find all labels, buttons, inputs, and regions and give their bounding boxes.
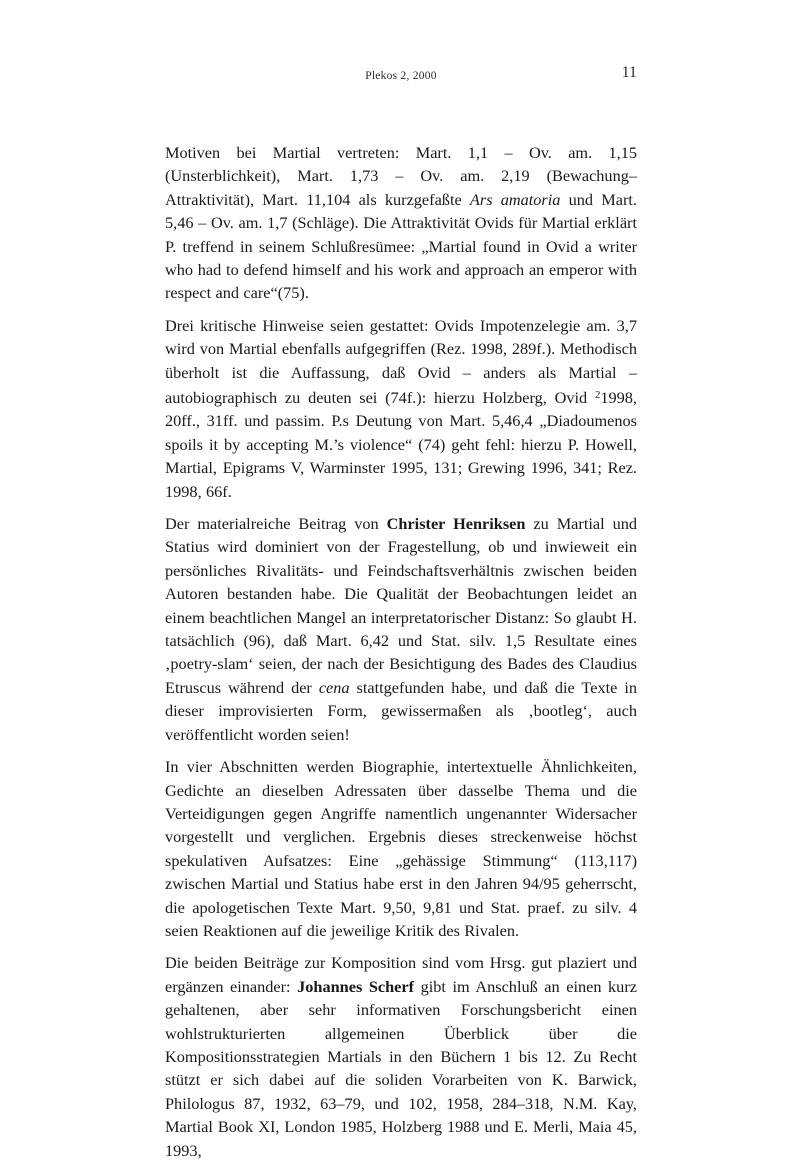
author-name: Christer Henriksen	[386, 514, 526, 534]
text-run: In vier Abschnitten werden Biographie, intertextuelle Ähnlichkeiten, Gedichte an dieselben Adressaten über dasselbe Thema und die Verteidigungen gegen Angriffe namentlich ungenannter Widersacher vorgestellt und verglichen. Ergebnis dieses streckenweise höchst spekulativen Aufsatzes: Eine „gehässige Stimmung“ (113,117) zwischen Martial und Statius habe erst in den Jahren 94/95 geherrscht, die apologetischen Texte Mart. 9,50, 9,81 und Stat. praef. zu silv. 4 seien Reaktionen auf die jeweilige Kritik des Rivalen.	[165, 757, 637, 940]
text-run: stattgefunden habe, und daß die Texte in dieser improvisierten Form, gewissermaßen als ‚bootleg‘, auch veröffentlicht worden seien!	[165, 677, 637, 744]
para-5	[165, 951, 637, 1162]
text-run: Motiven bei Martial vertreten: Mart. 1,1 – Ov. am. 1,15 (Unsterblichkeit), Mart. 1,73 – Ov. am. 2,19 (Bewachung–Attraktivität), Mart. 11,104 als kurzgefaßte	[165, 143, 637, 209]
text-run: Der materialreiche Beitrag von	[165, 514, 387, 534]
para-4	[165, 755, 637, 942]
para-3	[165, 512, 637, 746]
text-run: 1998, 20ff., 31ff. und passim. P.s Deutung von Mart. 5,46,4 „Diadoumenos spoils it by accepting M.’s violence“ (74) geht fehl: hierzu P. Howell, Martial, Epigrams V, Warminster 1995, 131; Grewing 1996, 341; Rez. 1998, 66f.	[165, 388, 637, 501]
para-1	[165, 141, 637, 305]
text-run: Drei kritische Hinweise seien gestattet: Ovids Impotenzelegie am. 3,7 wird von Martial ebenfalls aufgegriffen (Rez. 1998, 289f.). Methodisch überholt ist die Auffassung, daß Ovid – anders als Martial – autobiographisch zu deuten sei (74f.): hierzu Holzberg, Ovid	[165, 315, 637, 407]
italic-run: Ars amatoria	[469, 189, 561, 209]
running-head	[165, 64, 637, 92]
superscript-edition-marker: 2	[594, 389, 601, 402]
text-run: zu Martial und Statius wird dominiert von der Fragestellung, ob und inwieweit ein persönliches Rivalitäts- und Feindschaftsverhältnis zwischen beiden Autoren bestanden habe. Die Qualität der Beobachtungen leidet an einem beachtlichen Mangel an interpretatorischer Distanz: So glaubt H. tatsächlich (96), daß Mart. 6,42 und Stat. silv. 1,5 Resultate eines ‚poetry-slam‘ seien, der nach der Besichtigung des Bades des Claudius Etruscus während der	[165, 514, 637, 697]
body-text-column	[165, 141, 637, 1162]
text-run: Die beiden Beiträge zur Komposition sind vom Hrsg. gut plaziert und ergänzen einander:	[165, 953, 637, 996]
author-name: Johannes Scherf	[297, 976, 415, 996]
para-2	[165, 314, 637, 503]
italic-run: cena	[318, 677, 350, 697]
page-number: 11	[621, 64, 637, 81]
text-run: gibt im Anschluß an einen kurz gehaltenen, aber sehr informativen Forschungsbericht einen wohlstrukturierten allgemeinen Überblick über die Kompositionsstrategien Martials in den Büchern 1 bis 12. Zu Recht stützt er sich dabei auf die soliden Vorarbeiten von K. Barwick, Philologus 87, 1932, 63–79, und 102, 1958, 284–318, N.M. Kay, Martial Book XI, London 1985, Holzberg 1988 und E. Merli, Maia 45, 1993,	[165, 976, 637, 1160]
journal-title: Plekos 2, 2000	[365, 70, 437, 82]
text-run: und Mart. 5,46 – Ov. am. 1,7 (Schläge). Die Attraktivität Ovids für Martial erklärt P. treffend in seinem Schlußresümee: „Martial found in Ovid a writer who had to defend himself and his work and approach an emperor with respect and care“(75).	[165, 189, 637, 303]
